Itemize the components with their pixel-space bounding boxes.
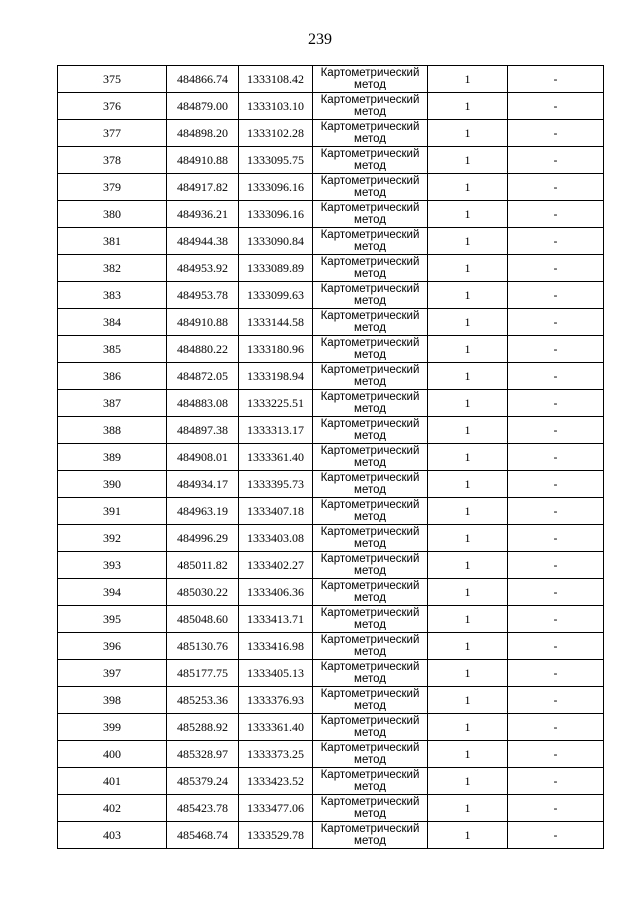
method-cell <box>313 714 428 741</box>
method-line-1: Картометрический <box>320 364 420 376</box>
method-line-2: метод <box>354 403 386 414</box>
x-coordinate-cell: 484944.38 <box>167 228 239 255</box>
table-row <box>58 93 604 120</box>
y-coordinate-cell: 1333090.84 <box>239 228 313 255</box>
dash-cell: - <box>508 336 604 363</box>
dash-cell: - <box>508 795 604 822</box>
method-line-2: метод <box>354 619 386 630</box>
value-cell: 1 <box>428 498 508 525</box>
method-line-2: метод <box>354 700 386 711</box>
method-cell <box>313 390 428 417</box>
page-number: 239 <box>308 31 332 48</box>
method-line-2: метод <box>354 808 386 819</box>
method-line-1: Картометрический <box>320 499 420 511</box>
y-coordinate-cell: 1333198.94 <box>239 363 313 390</box>
method-line-1: Картометрический <box>320 121 420 133</box>
table-row <box>58 228 604 255</box>
dash-cell: - <box>508 498 604 525</box>
point-number-cell: 402 <box>58 795 167 822</box>
x-coordinate-cell: 484996.29 <box>167 525 239 552</box>
method-line-2: метод <box>354 430 386 441</box>
method-line-2: метод <box>354 484 386 495</box>
method-line-2: метод <box>354 349 386 360</box>
method-cell <box>313 768 428 795</box>
x-coordinate-cell: 484910.88 <box>167 309 239 336</box>
method-line-2: метод <box>354 187 386 198</box>
value-cell: 1 <box>428 822 508 849</box>
method-line-1: Картометрический <box>320 715 420 727</box>
dash-cell: - <box>508 282 604 309</box>
method-cell <box>313 93 428 120</box>
method-cell <box>313 741 428 768</box>
value-cell: 1 <box>428 687 508 714</box>
dash-cell: - <box>508 93 604 120</box>
value-cell: 1 <box>428 444 508 471</box>
dash-cell: - <box>508 174 604 201</box>
dash-cell: - <box>508 741 604 768</box>
method-line-2: метод <box>354 538 386 549</box>
value-cell: 1 <box>428 525 508 552</box>
method-line-1: Картометрический <box>320 580 420 592</box>
x-coordinate-cell: 485288.92 <box>167 714 239 741</box>
method-line-2: метод <box>354 322 386 333</box>
dash-cell: - <box>508 687 604 714</box>
table-row <box>58 201 604 228</box>
y-coordinate-cell: 1333529.78 <box>239 822 313 849</box>
value-cell: 1 <box>428 660 508 687</box>
value-cell: 1 <box>428 417 508 444</box>
method-line-1: Картометрический <box>320 229 420 241</box>
x-coordinate-cell: 484872.05 <box>167 363 239 390</box>
table-row <box>58 660 604 687</box>
x-coordinate-cell: 485379.24 <box>167 768 239 795</box>
y-coordinate-cell: 1333108.42 <box>239 66 313 93</box>
point-number-cell: 385 <box>58 336 167 363</box>
method-line-2: метод <box>354 295 386 306</box>
y-coordinate-cell: 1333103.10 <box>239 93 313 120</box>
dash-cell: - <box>508 120 604 147</box>
method-cell <box>313 417 428 444</box>
value-cell: 1 <box>428 120 508 147</box>
y-coordinate-cell: 1333361.40 <box>239 444 313 471</box>
point-number-cell: 376 <box>58 93 167 120</box>
x-coordinate-cell: 484908.01 <box>167 444 239 471</box>
x-coordinate-cell: 484880.22 <box>167 336 239 363</box>
y-coordinate-cell: 1333406.36 <box>239 579 313 606</box>
table-row <box>58 255 604 282</box>
dash-cell: - <box>508 201 604 228</box>
dash-cell: - <box>508 255 604 282</box>
method-cell <box>313 363 428 390</box>
x-coordinate-cell: 484866.74 <box>167 66 239 93</box>
method-line-2: метод <box>354 781 386 792</box>
value-cell: 1 <box>428 66 508 93</box>
y-coordinate-cell: 1333413.71 <box>239 606 313 633</box>
table-row <box>58 363 604 390</box>
point-number-cell: 391 <box>58 498 167 525</box>
y-coordinate-cell: 1333395.73 <box>239 471 313 498</box>
y-coordinate-cell: 1333405.13 <box>239 660 313 687</box>
table-row <box>58 120 604 147</box>
table-row <box>58 822 604 849</box>
dash-cell: - <box>508 822 604 849</box>
method-line-1: Картометрический <box>320 742 420 754</box>
table-row <box>58 66 604 93</box>
table-row <box>58 282 604 309</box>
method-line-2: метод <box>354 511 386 522</box>
method-line-1: Картометрический <box>320 310 420 322</box>
point-number-cell: 398 <box>58 687 167 714</box>
method-line-1: Картометрический <box>320 148 420 160</box>
y-coordinate-cell: 1333095.75 <box>239 147 313 174</box>
method-line-2: метод <box>354 754 386 765</box>
value-cell: 1 <box>428 282 508 309</box>
table-row <box>58 633 604 660</box>
y-coordinate-cell: 1333144.58 <box>239 309 313 336</box>
value-cell: 1 <box>428 201 508 228</box>
table-row <box>58 390 604 417</box>
method-line-1: Картометрический <box>320 823 420 835</box>
value-cell: 1 <box>428 255 508 282</box>
point-number-cell: 386 <box>58 363 167 390</box>
x-coordinate-cell: 484963.19 <box>167 498 239 525</box>
y-coordinate-cell: 1333096.16 <box>239 201 313 228</box>
dash-cell: - <box>508 579 604 606</box>
method-line-2: метод <box>354 646 386 657</box>
table-row <box>58 606 604 633</box>
method-line-2: метод <box>354 376 386 387</box>
y-coordinate-cell: 1333180.96 <box>239 336 313 363</box>
point-number-cell: 378 <box>58 147 167 174</box>
method-line-2: метод <box>354 592 386 603</box>
point-number-cell: 396 <box>58 633 167 660</box>
method-cell <box>313 282 428 309</box>
dash-cell: - <box>508 417 604 444</box>
x-coordinate-cell: 485253.36 <box>167 687 239 714</box>
y-coordinate-cell: 1333102.28 <box>239 120 313 147</box>
method-line-1: Картометрический <box>320 796 420 808</box>
value-cell: 1 <box>428 606 508 633</box>
table-row <box>58 768 604 795</box>
table-row <box>58 714 604 741</box>
point-number-cell: 384 <box>58 309 167 336</box>
y-coordinate-cell: 1333403.08 <box>239 525 313 552</box>
value-cell: 1 <box>428 768 508 795</box>
x-coordinate-cell: 484936.21 <box>167 201 239 228</box>
value-cell: 1 <box>428 471 508 498</box>
table-row <box>58 579 604 606</box>
method-line-1: Картометрический <box>320 175 420 187</box>
table-row <box>58 336 604 363</box>
method-cell <box>313 687 428 714</box>
method-cell <box>313 795 428 822</box>
method-cell <box>313 174 428 201</box>
method-line-1: Картометрический <box>320 769 420 781</box>
method-cell <box>313 822 428 849</box>
table-row <box>58 687 604 714</box>
x-coordinate-cell: 484917.82 <box>167 174 239 201</box>
table-row <box>58 552 604 579</box>
value-cell: 1 <box>428 228 508 255</box>
method-line-2: метод <box>354 214 386 225</box>
y-coordinate-cell: 1333361.40 <box>239 714 313 741</box>
value-cell: 1 <box>428 552 508 579</box>
method-cell <box>313 444 428 471</box>
point-number-cell: 399 <box>58 714 167 741</box>
value-cell: 1 <box>428 714 508 741</box>
method-line-2: метод <box>354 106 386 117</box>
y-coordinate-cell: 1333402.27 <box>239 552 313 579</box>
point-number-cell: 379 <box>58 174 167 201</box>
y-coordinate-cell: 1333416.98 <box>239 633 313 660</box>
point-number-cell: 390 <box>58 471 167 498</box>
method-cell <box>313 201 428 228</box>
x-coordinate-cell: 485048.60 <box>167 606 239 633</box>
value-cell: 1 <box>428 336 508 363</box>
method-cell <box>313 336 428 363</box>
method-cell <box>313 633 428 660</box>
point-number-cell: 380 <box>58 201 167 228</box>
x-coordinate-cell: 484897.38 <box>167 417 239 444</box>
x-coordinate-cell: 484883.08 <box>167 390 239 417</box>
dash-cell: - <box>508 228 604 255</box>
method-line-1: Картометрический <box>320 67 420 79</box>
dash-cell: - <box>508 66 604 93</box>
table-row <box>58 471 604 498</box>
y-coordinate-cell: 1333407.18 <box>239 498 313 525</box>
coordinates-table-body <box>58 66 604 849</box>
table-row <box>58 741 604 768</box>
x-coordinate-cell: 484898.20 <box>167 120 239 147</box>
method-line-1: Картометрический <box>320 283 420 295</box>
method-cell <box>313 552 428 579</box>
point-number-cell: 394 <box>58 579 167 606</box>
method-line-1: Картометрический <box>320 256 420 268</box>
value-cell: 1 <box>428 147 508 174</box>
point-number-cell: 393 <box>58 552 167 579</box>
dash-cell: - <box>508 363 604 390</box>
x-coordinate-cell: 484953.78 <box>167 282 239 309</box>
method-line-1: Картометрический <box>320 202 420 214</box>
x-coordinate-cell: 485130.76 <box>167 633 239 660</box>
coordinates-table <box>57 65 604 849</box>
x-coordinate-cell: 485328.97 <box>167 741 239 768</box>
point-number-cell: 381 <box>58 228 167 255</box>
method-line-2: метод <box>354 673 386 684</box>
point-number-cell: 377 <box>58 120 167 147</box>
method-line-1: Картометрический <box>320 553 420 565</box>
method-cell <box>313 120 428 147</box>
value-cell: 1 <box>428 174 508 201</box>
method-line-1: Картометрический <box>320 634 420 646</box>
y-coordinate-cell: 1333225.51 <box>239 390 313 417</box>
table-row <box>58 525 604 552</box>
table-row <box>58 309 604 336</box>
value-cell: 1 <box>428 363 508 390</box>
method-cell <box>313 579 428 606</box>
value-cell: 1 <box>428 579 508 606</box>
dash-cell: - <box>508 147 604 174</box>
point-number-cell: 387 <box>58 390 167 417</box>
method-cell <box>313 606 428 633</box>
y-coordinate-cell: 1333096.16 <box>239 174 313 201</box>
method-cell <box>313 255 428 282</box>
method-line-2: метод <box>354 133 386 144</box>
point-number-cell: 401 <box>58 768 167 795</box>
dash-cell: - <box>508 525 604 552</box>
point-number-cell: 397 <box>58 660 167 687</box>
y-coordinate-cell: 1333099.63 <box>239 282 313 309</box>
value-cell: 1 <box>428 309 508 336</box>
x-coordinate-cell: 484879.00 <box>167 93 239 120</box>
y-coordinate-cell: 1333423.52 <box>239 768 313 795</box>
method-cell <box>313 147 428 174</box>
method-line-1: Картометрический <box>320 418 420 430</box>
value-cell: 1 <box>428 390 508 417</box>
method-cell <box>313 309 428 336</box>
dash-cell: - <box>508 552 604 579</box>
dash-cell: - <box>508 309 604 336</box>
method-cell <box>313 228 428 255</box>
value-cell: 1 <box>428 633 508 660</box>
method-line-1: Картометрический <box>320 472 420 484</box>
x-coordinate-cell: 484934.17 <box>167 471 239 498</box>
y-coordinate-cell: 1333477.06 <box>239 795 313 822</box>
x-coordinate-cell: 485011.82 <box>167 552 239 579</box>
method-cell <box>313 66 428 93</box>
point-number-cell: 400 <box>58 741 167 768</box>
method-cell <box>313 471 428 498</box>
method-line-1: Картометрический <box>320 526 420 538</box>
dash-cell: - <box>508 471 604 498</box>
method-cell <box>313 498 428 525</box>
table-row <box>58 147 604 174</box>
value-cell: 1 <box>428 741 508 768</box>
x-coordinate-cell: 485423.78 <box>167 795 239 822</box>
point-number-cell: 389 <box>58 444 167 471</box>
y-coordinate-cell: 1333376.93 <box>239 687 313 714</box>
table-row <box>58 174 604 201</box>
y-coordinate-cell: 1333313.17 <box>239 417 313 444</box>
x-coordinate-cell: 485468.74 <box>167 822 239 849</box>
method-line-2: метод <box>354 241 386 252</box>
method-line-2: метод <box>354 268 386 279</box>
table-row <box>58 417 604 444</box>
table-row <box>58 795 604 822</box>
method-line-2: метод <box>354 457 386 468</box>
point-number-cell: 383 <box>58 282 167 309</box>
dash-cell: - <box>508 768 604 795</box>
method-cell <box>313 660 428 687</box>
point-number-cell: 382 <box>58 255 167 282</box>
point-number-cell: 392 <box>58 525 167 552</box>
method-line-2: метод <box>354 160 386 171</box>
dash-cell: - <box>508 660 604 687</box>
point-number-cell: 395 <box>58 606 167 633</box>
x-coordinate-cell: 484910.88 <box>167 147 239 174</box>
dash-cell: - <box>508 714 604 741</box>
method-line-1: Картометрический <box>320 607 420 619</box>
value-cell: 1 <box>428 93 508 120</box>
method-cell <box>313 525 428 552</box>
value-cell: 1 <box>428 795 508 822</box>
method-line-1: Картометрический <box>320 445 420 457</box>
method-line-1: Картометрический <box>320 337 420 349</box>
method-line-2: метод <box>354 835 386 846</box>
dash-cell: - <box>508 633 604 660</box>
method-line-2: метод <box>354 727 386 738</box>
dash-cell: - <box>508 444 604 471</box>
table-row <box>58 498 604 525</box>
x-coordinate-cell: 485177.75 <box>167 660 239 687</box>
x-coordinate-cell: 484953.92 <box>167 255 239 282</box>
table-row <box>58 444 604 471</box>
method-line-1: Картометрический <box>320 661 420 673</box>
method-line-1: Картометрический <box>320 391 420 403</box>
point-number-cell: 403 <box>58 822 167 849</box>
x-coordinate-cell: 485030.22 <box>167 579 239 606</box>
method-line-1: Картометрический <box>320 688 420 700</box>
dash-cell: - <box>508 606 604 633</box>
y-coordinate-cell: 1333373.25 <box>239 741 313 768</box>
dash-cell: - <box>508 390 604 417</box>
y-coordinate-cell: 1333089.89 <box>239 255 313 282</box>
point-number-cell: 388 <box>58 417 167 444</box>
method-line-2: метод <box>354 79 386 90</box>
point-number-cell: 375 <box>58 66 167 93</box>
method-line-1: Картометрический <box>320 94 420 106</box>
method-line-2: метод <box>354 565 386 576</box>
